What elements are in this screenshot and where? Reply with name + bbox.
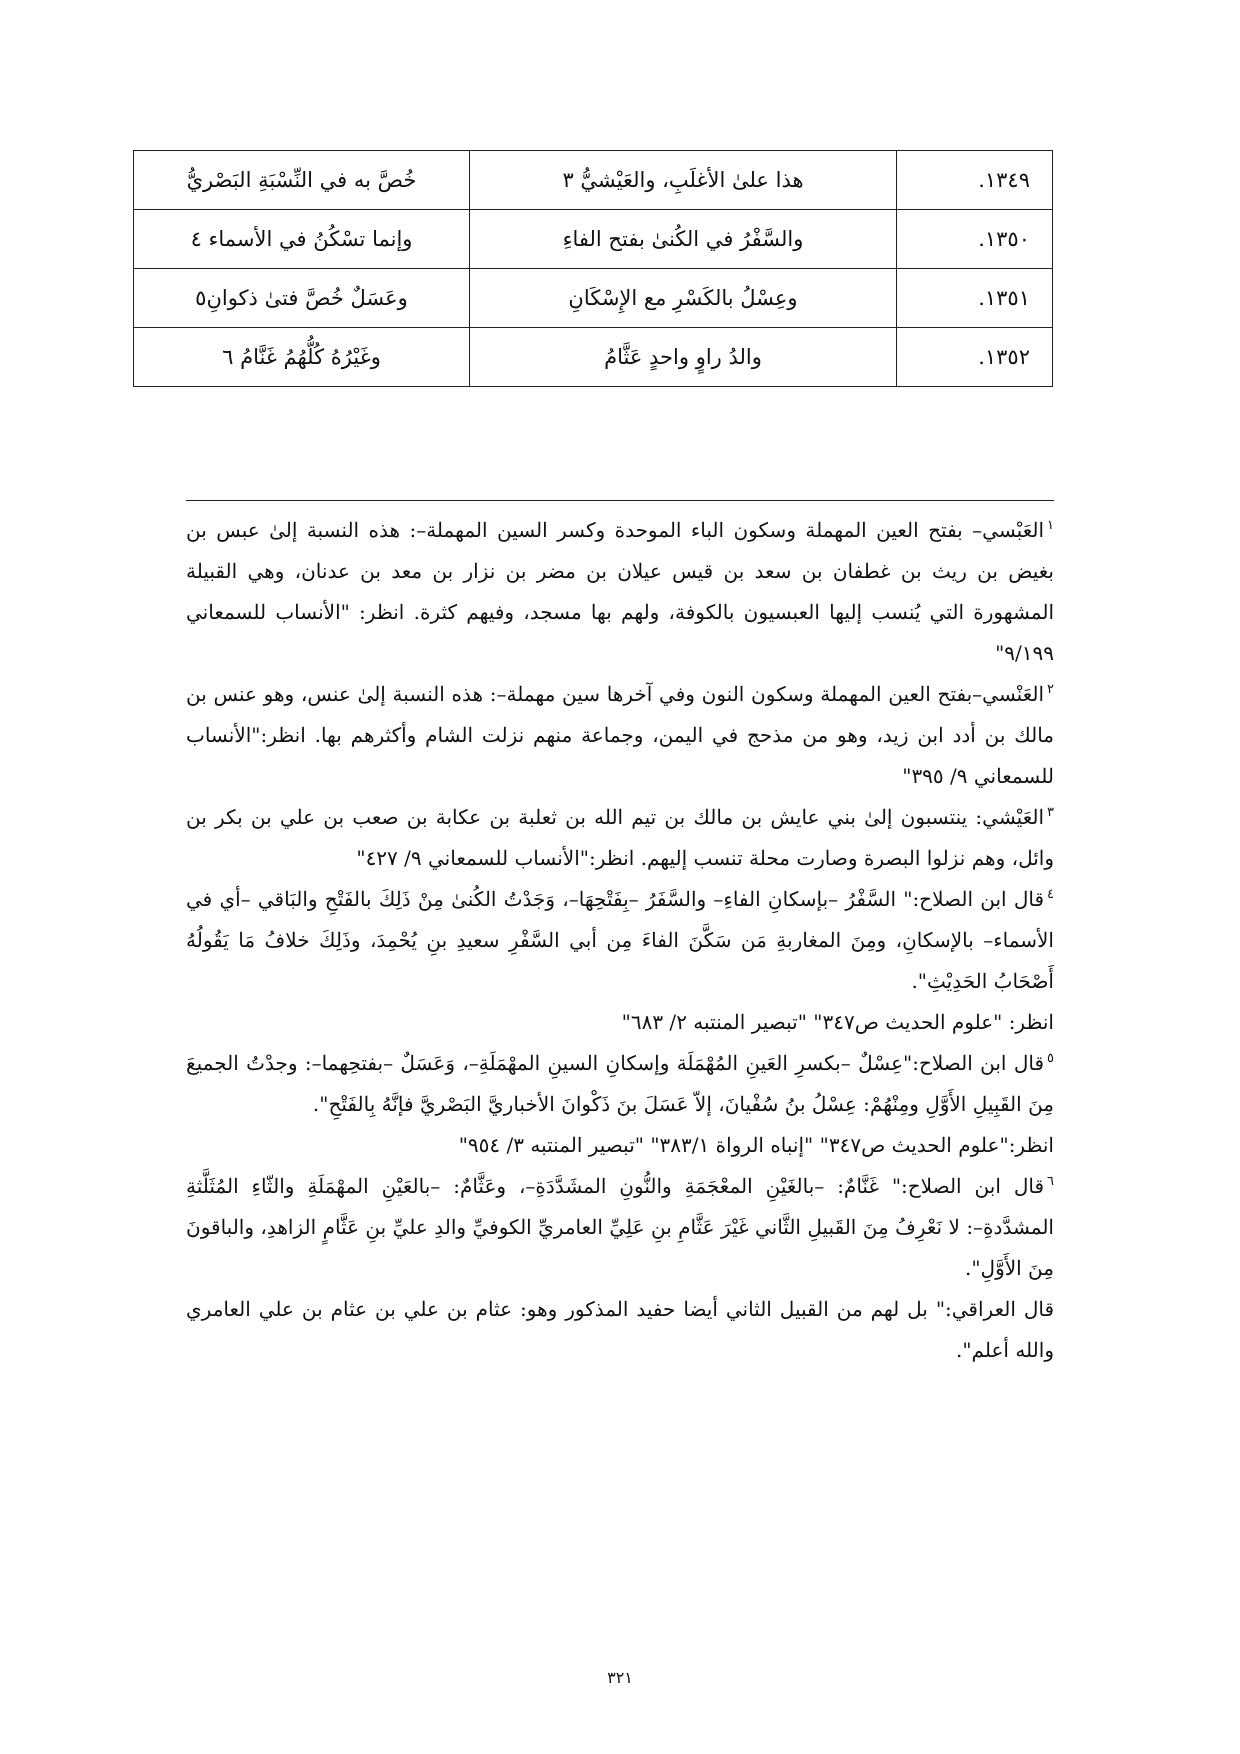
footnote-divider bbox=[186, 500, 1054, 501]
footnote-number: ٥ bbox=[1047, 1051, 1054, 1067]
verse-number: ١٣٥٠. bbox=[897, 210, 1053, 269]
footnote bbox=[186, 797, 1054, 879]
footnote-text: العَنْسي–بفتح العين المهملة وسكون النون وفي آخرها سين مهملة–: هذه النسبة إلىٰ عنس، وهو عنس بن مالك بن أدد ابن زيد، وهو من مذحج في اليمن، وجماعة منهم نزلت الشام وأكثرهم بها. انظر:"الأنساب للسمعاني ٩/ ٣٩٥" bbox=[186, 682, 1054, 788]
verse-first-hemistich: وعِسْلُ بالكَسْرِ مع الإِسْكَانِ bbox=[470, 269, 897, 328]
verse-first-hemistich: والسَّفْرُ في الكُنىٰ بفتح الفاءِ bbox=[470, 210, 897, 269]
verse-second-hemistich: وغَيْرُهُ كُلُّهُمُ غَنَّامُ ٦ bbox=[134, 328, 470, 387]
verse-first-hemistich: هذا علىٰ الأغلَبِ، والعَيْشيُّ ٣ bbox=[470, 151, 897, 210]
footnote-text: قال ابن الصلاح:"عِسْلٌ –بكسرِ العَينِ المُهْمَلَة وإسكانِ السينِ المهْمَلَةِ–، وَعَسَلٌ –بفتحِهما–: وجدْتُ الجميعَ مِنَ القَبِيلِ الأَوَّلِ ومِنْهُمْ: عِسْلُ بنُ سُفْيانَ، إلاّ عَسَلَ بنَ ذَكْوانَ الأخباريَّ البَصْريَّ فإنَّهُ بِالفَتْحِ". bbox=[186, 1051, 1054, 1116]
verse-second-hemistich: وعَسَلٌ خُصَّ فتىٰ ذكوانِ٥ bbox=[134, 269, 470, 328]
footnote-text: قال ابن الصلاح:" غَنَّامٌ: –بالغَيْنِ المعْجَمَةِ والنُّونِ المشَدَّدَةِ–، وعَثَّامٌ: –بالعَيْنِ المهْمَلَةِ والثّاءِ المُثَلَّثةِ المشدَّدةِ–: لا نَعْرِفُ مِنَ القَبيلِ الثَّاني غَيْرَ عَثَّامِ بنِ عَلِيِّ العامريِّ الكوفيِّ والدِ عليِّ بنِ عَثَّامٍ الزاهدِ، والباقونَ مِنَ الأَوَّلِ". bbox=[186, 1174, 1054, 1280]
footnotes-section bbox=[186, 510, 1054, 1371]
footnote-number: ٤ bbox=[1047, 887, 1054, 903]
footnote bbox=[186, 1043, 1054, 1125]
footnote-number: ٢ bbox=[1047, 682, 1054, 698]
verse-row bbox=[134, 328, 1053, 387]
footnote-continuation: قال العراقي:" بل لهم من القبيل الثاني أيضا حفيد المذكور وهو: عثام بن علي بن عثام بن علي العامري والله أعلم". bbox=[186, 1297, 1055, 1362]
footnote-number: ١ bbox=[1047, 518, 1054, 534]
verse-number: ١٣٥٢. bbox=[897, 328, 1053, 387]
verse-second-hemistich: خُصَّ به في النِّسْبَةِ البَصْريُّ bbox=[134, 151, 470, 210]
footnote-text: العَبْسي– بفتح العين المهملة وسكون الباء الموحدة وكسر السين المهملة–: هذه النسبة إلىٰ عبس بن بغيض بن ريث بن غطفان بن سعد بن قيس عيلان بن مضر بن نزار بن معد بن عدنان، وهي القبيلة المشهورة التي يُنسب إليها العبسيون بالكوفة، ولهم بها مسجد، وفيهم كثرة. انظر: "الأنساب للسمعاني ٩/١٩٩" bbox=[186, 518, 1054, 665]
verse-number: ١٣٤٩. bbox=[897, 151, 1053, 210]
verse-row bbox=[134, 269, 1053, 328]
footnote-source: انظر: "علوم الحديث ص٣٤٧" "تبصير المنتبه ٢/ ٦٨٣" bbox=[621, 1010, 1054, 1034]
verse-first-hemistich: والدُ راوٍ واحدٍ عَثَّامُ bbox=[470, 328, 897, 387]
footnote bbox=[186, 510, 1054, 674]
footnote bbox=[186, 1166, 1054, 1289]
footnote-number: ٦ bbox=[1047, 1174, 1054, 1190]
footnote-text: قال ابن الصلاح:" السَّفْرُ –بإسكانِ الفاءِ– والسَّفَرُ –بِفَتْحِهَا–، وَجَدْتُ الكُنىٰ مِنْ ذَلِكَ بالفَتْحِ والبَاقي –أي في الأسماء– بالإسكانِ، ومِنَ المغاربةِ مَن سَكَّنَ الفاءَ مِن أبي السَّفْرِ سعيدِ بنِ يُحْمِدَ، وذَلِكَ خلافُ مَا يَقُولُهُ أَصْحَابُ الحَدِيْثِ". bbox=[186, 887, 1054, 993]
page-number: ٣٢١ bbox=[607, 1668, 633, 1687]
footnote-number: ٣ bbox=[1047, 805, 1054, 821]
verse-second-hemistich: وإنما تسْكُنُ في الأسماء ٤ bbox=[134, 210, 470, 269]
verse-row bbox=[134, 151, 1053, 210]
verse-table bbox=[133, 150, 1053, 387]
verse-number: ١٣٥١. bbox=[897, 269, 1053, 328]
footnote bbox=[186, 879, 1054, 1002]
footnote bbox=[186, 674, 1054, 797]
footnote-text: العَيْشي: ينتسبون إلىٰ بني عايش بن مالك بن تيم الله بن ثعلبة بن عكابة بن صعب بن علي بن بكر بن وائل، وهم نزلوا البصرة وصارت محلة تنسب إليهم. انظر:"الأنساب للسمعاني ٩/ ٤٢٧" bbox=[186, 805, 1054, 870]
footnote-source: انظر:"علوم الحديث ص٣٤٧" "إنباه الرواة ٣٨٣/١" "تبصير المنتبه ٣/ ٩٥٤" bbox=[458, 1133, 1054, 1157]
verse-row bbox=[134, 210, 1053, 269]
